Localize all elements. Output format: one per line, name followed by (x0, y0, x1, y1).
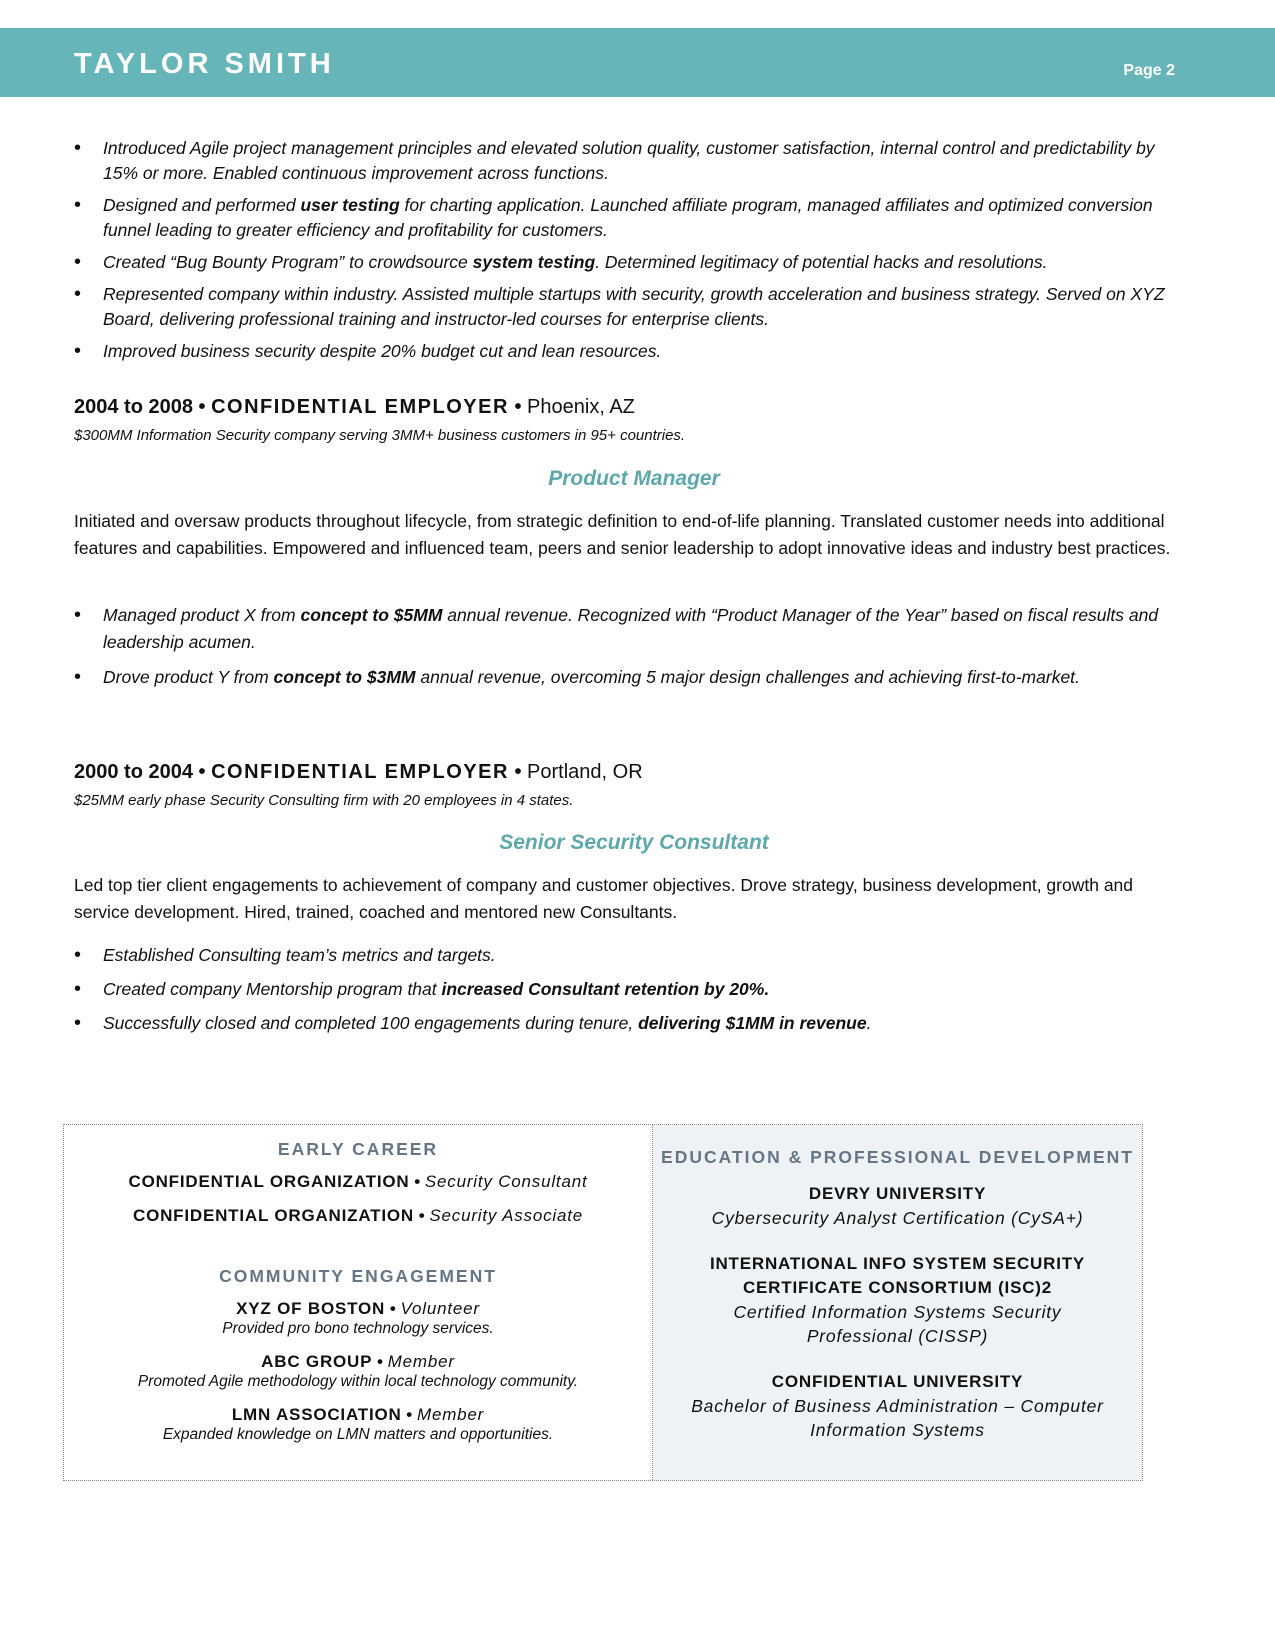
position-title: Security Consultant (424, 1172, 588, 1191)
header-bar (0, 28, 1275, 97)
job-years: 2004 to 2008 (74, 396, 193, 418)
achievements-list (74, 136, 1194, 371)
bullet-text: Established Consulting team’s metrics and targets. (103, 945, 496, 965)
organization-name: CONFIDENTIAL ORGANIZATION (133, 1206, 414, 1225)
page-number: Page 2 (1123, 62, 1175, 79)
bullet-item (74, 339, 1194, 364)
bullet-item (74, 193, 1194, 243)
additional-info-box (63, 1124, 1143, 1481)
organization-name: ABC GROUP (261, 1352, 373, 1371)
bullet-text: annual revenue. Recognized with “Product Manager of the Year” based on fiscal results and leadership acumen. (103, 605, 1159, 652)
community-note: Expanded knowledge on LMN matters and opportunities. (162, 1426, 554, 1443)
bullet-item (74, 136, 1194, 186)
organization-name: XYZ OF BOSTON (236, 1299, 386, 1318)
bullet-text: . Determined legitimacy of potential hacks and resolutions. (595, 252, 1048, 272)
job-location: Portland, OR (527, 761, 643, 783)
bullet-text: Drove product Y from (103, 667, 274, 687)
role-title: Product Manager (548, 467, 720, 490)
right-column (653, 1125, 1142, 1480)
role-summary: Led top tier client engagements to achievement of company and customer objectives. Drove strategy, business development, growth and service development. Hired, trained, coached and mentored new Consultants. (74, 875, 1134, 922)
bullet-text: Designed and performed (103, 195, 301, 215)
company-description: $300MM Information Security company serving 3MM+ business customers in 95+ countries. (74, 427, 686, 444)
position-title: Member (416, 1405, 485, 1424)
community-entry: LMN ASSOCIATION • Member (231, 1405, 485, 1424)
job-location: Phoenix, AZ (527, 396, 635, 418)
bullet-emphasis: system testing (472, 252, 596, 272)
bullet-item (74, 976, 1194, 1002)
credential-line-2: Information Systems (810, 1420, 985, 1440)
community-entry: ABC GROUP • Member (261, 1352, 455, 1371)
role-title: Senior Security Consultant (499, 831, 769, 854)
job-years: 2000 to 2004 (74, 761, 193, 783)
early-career-entry: CONFIDENTIAL ORGANIZATION • Security Consultant (128, 1172, 588, 1191)
credential: Bachelor of Business Administration – Computer (691, 1396, 1104, 1416)
bullet-text: Introduced Agile project management principles and elevated solution quality, customer satisfaction, internal control and predictability by 15% or more. Enabled continuous improvement across functions. (103, 138, 1155, 183)
bullet-text: Created company Mentorship program that (103, 979, 442, 999)
bullet-text: . (866, 1013, 872, 1033)
bullet-item (74, 1010, 1194, 1036)
role-achievements-list (74, 602, 1194, 699)
institution-name: CONFIDENTIAL UNIVERSITY (771, 1372, 1024, 1391)
bullet-text: Represented company within industry. Assisted multiple startups with security, growth acceleration and business strategy. Served on XYZ Board, delivering professional training and instructor-led courses for enterprise clients. (103, 284, 1165, 329)
credential: Certified Information Systems Security (733, 1302, 1062, 1322)
bullet-emphasis: delivering $1MM in revenue (638, 1013, 867, 1033)
section-title-early-career: EARLY CAREER (277, 1139, 439, 1159)
bullet-item (74, 250, 1194, 275)
candidate-name: TAYLOR SMITH (74, 48, 335, 80)
education-entry (653, 1182, 1142, 1230)
bullet-text: Successfully closed and completed 100 engagements during tenure, (103, 1013, 639, 1033)
role-achievements-list (74, 942, 1194, 1044)
employer-name: CONFIDENTIAL EMPLOYER (211, 396, 509, 418)
community-entry: XYZ OF BOSTON • Volunteer (236, 1299, 480, 1318)
organization-name: CONFIDENTIAL ORGANIZATION (128, 1172, 410, 1191)
institution-name-line-2: CERTIFICATE CONSORTIUM (ISC)2 (742, 1278, 1053, 1297)
bullet-text: Managed product X from (103, 605, 301, 625)
bullet-text: annual revenue, overcoming 5 major design challenges and achieving first-to-market. (415, 667, 1080, 687)
section-title-education: EDUCATION & PROFESSIONAL DEVELOPMENT (661, 1147, 1134, 1167)
job-heading: 2004 to 2008 • CONFIDENTIAL EMPLOYER • Phoenix, AZ (74, 396, 635, 418)
institution-name: DEVRY UNIVERSITY (808, 1184, 987, 1203)
company-description: $25MM early phase Security Consulting firm with 20 employees in 4 states. (74, 792, 574, 809)
position-title: Member (387, 1352, 455, 1371)
position-title: Security Associate (429, 1206, 583, 1225)
bullet-item (74, 602, 1194, 656)
bullet-emphasis: concept to $3MM (273, 667, 416, 687)
bullet-emphasis: user testing (300, 195, 400, 215)
credential: Cybersecurity Analyst Certification (CySA+) (711, 1208, 1084, 1228)
section-title-community: COMMUNITY ENGAGEMENT (219, 1266, 497, 1286)
organization-name: LMN ASSOCIATION (231, 1405, 402, 1424)
community-note: Provided pro bono technology services. (222, 1320, 494, 1337)
left-column (64, 1125, 653, 1480)
bullet-emphasis: concept to $5MM (300, 605, 443, 625)
early-career-entry: CONFIDENTIAL ORGANIZATION • Security Associate (133, 1206, 583, 1225)
job-heading: 2000 to 2004 • CONFIDENTIAL EMPLOYER • Portland, OR (74, 761, 643, 783)
education-entry (653, 1252, 1142, 1348)
credential-line-2: Professional (CISSP) (806, 1326, 989, 1346)
bullet-text: Improved business security despite 20% budget cut and lean resources. (103, 341, 662, 361)
bullet-item (74, 664, 1194, 691)
bullet-emphasis: increased Consultant retention by 20%. (441, 979, 770, 999)
community-note: Promoted Agile methodology within local technology community. (137, 1373, 579, 1390)
bullet-text: Created “Bug Bounty Program” to crowdsource (103, 252, 473, 272)
position-title: Volunteer (400, 1299, 480, 1318)
institution-name: INTERNATIONAL INFO SYSTEM SECURITY (709, 1254, 1086, 1273)
education-entry (653, 1370, 1142, 1442)
bullet-item (74, 282, 1194, 332)
role-summary: Initiated and oversaw products throughout lifecycle, from strategic definition to end-of-life planning. Translated customer needs into additional features and capabilities. Empowered and influenced team, peers and senior leadership to adopt innovative ideas and industry best practices. (74, 511, 1171, 558)
bullet-item (74, 942, 1194, 968)
bullet-text: for charting application. Launched affiliate program, managed affiliates and optimized conversion funnel leading to greater efficiency and profitability for customers. (103, 195, 1153, 240)
employer-name: CONFIDENTIAL EMPLOYER (211, 761, 509, 783)
